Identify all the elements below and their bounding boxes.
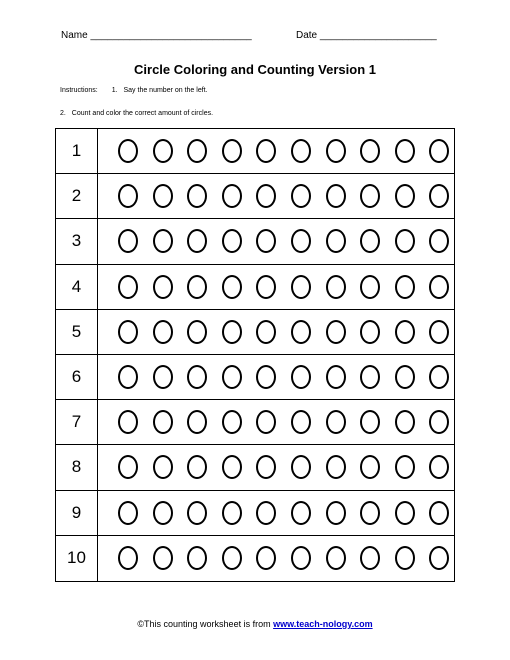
circle-outline[interactable] <box>153 501 173 525</box>
circle-outline[interactable] <box>187 229 207 253</box>
circle-outline[interactable] <box>291 410 311 434</box>
grid-row <box>56 400 454 445</box>
circles-cell <box>98 491 454 535</box>
circles-cell <box>98 355 454 399</box>
circle-outline[interactable] <box>326 365 346 389</box>
step-1-text: Say the number on the left. <box>123 87 208 94</box>
circle-outline[interactable] <box>326 501 346 525</box>
circle-outline[interactable] <box>187 139 207 163</box>
grid-row <box>56 129 454 174</box>
circle-outline[interactable] <box>291 139 311 163</box>
circle-outline[interactable] <box>222 275 242 299</box>
circle-outline[interactable] <box>187 410 207 434</box>
circle-outline[interactable] <box>187 365 207 389</box>
circle-outline[interactable] <box>153 410 173 434</box>
circle-outline[interactable] <box>291 320 311 344</box>
circle-outline[interactable] <box>326 546 346 570</box>
circle-outline[interactable] <box>153 320 173 344</box>
circle-outline[interactable] <box>360 455 380 479</box>
circle-outline[interactable] <box>395 320 415 344</box>
circle-outline[interactable] <box>326 320 346 344</box>
row-number: 4 <box>56 265 98 309</box>
circle-outline[interactable] <box>118 184 138 208</box>
circle-outline[interactable] <box>222 365 242 389</box>
grid-row <box>56 310 454 355</box>
worksheet-title: Circle Coloring and Counting Version 1 <box>134 62 376 77</box>
row-number: 3 <box>56 219 98 263</box>
circles-cell <box>98 174 454 218</box>
footer-link[interactable]: www.teach-nology.com <box>273 619 373 629</box>
circle-outline[interactable] <box>256 501 276 525</box>
circles-cell <box>98 445 454 489</box>
circle-outline[interactable] <box>395 455 415 479</box>
circle-outline[interactable] <box>118 455 138 479</box>
circle-outline[interactable] <box>153 455 173 479</box>
circle-outline[interactable] <box>256 320 276 344</box>
circle-outline[interactable] <box>118 365 138 389</box>
circle-outline[interactable] <box>395 184 415 208</box>
circle-outline[interactable] <box>256 184 276 208</box>
circle-outline[interactable] <box>222 184 242 208</box>
circle-outline[interactable] <box>222 139 242 163</box>
grid-row <box>56 219 454 264</box>
circle-outline[interactable] <box>429 320 449 344</box>
circle-outline[interactable] <box>360 139 380 163</box>
row-number: 9 <box>56 491 98 535</box>
row-number: 1 <box>56 129 98 173</box>
instructions-step-1 <box>60 87 208 94</box>
circle-outline[interactable] <box>395 410 415 434</box>
footer <box>0 619 510 629</box>
circle-outline[interactable] <box>153 229 173 253</box>
circle-outline[interactable] <box>429 501 449 525</box>
circle-outline[interactable] <box>326 275 346 299</box>
circle-outline[interactable] <box>429 546 449 570</box>
circle-outline[interactable] <box>187 320 207 344</box>
circle-outline[interactable] <box>360 320 380 344</box>
circle-outline[interactable] <box>360 546 380 570</box>
circle-outline[interactable] <box>222 546 242 570</box>
step-1-number: 1. <box>111 87 118 94</box>
circle-outline[interactable] <box>291 455 311 479</box>
row-number: 2 <box>56 174 98 218</box>
circle-outline[interactable] <box>291 365 311 389</box>
row-number: 6 <box>56 355 98 399</box>
circle-outline[interactable] <box>360 365 380 389</box>
circle-outline[interactable] <box>395 229 415 253</box>
circle-outline[interactable] <box>326 139 346 163</box>
grid-row <box>56 536 454 581</box>
circle-outline[interactable] <box>256 546 276 570</box>
worksheet-header <box>0 30 510 44</box>
circle-outline[interactable] <box>326 229 346 253</box>
grid-row <box>56 174 454 219</box>
circle-outline[interactable] <box>222 501 242 525</box>
circles-cell <box>98 129 454 173</box>
circle-outline[interactable] <box>360 501 380 525</box>
circle-outline[interactable] <box>153 365 173 389</box>
circle-outline[interactable] <box>291 501 311 525</box>
instructions-label: Instructions: <box>60 87 98 94</box>
circle-outline[interactable] <box>326 410 346 434</box>
step-2-number: 2. <box>60 110 66 117</box>
circle-outline[interactable] <box>256 455 276 479</box>
circle-outline[interactable] <box>360 184 380 208</box>
circle-outline[interactable] <box>187 184 207 208</box>
circle-outline[interactable] <box>360 229 380 253</box>
name-field[interactable]: Name _____________________________ <box>61 30 252 41</box>
circles-cell <box>98 310 454 354</box>
circle-outline[interactable] <box>118 275 138 299</box>
step-2-text: Count and color the correct amount of circles. <box>71 110 214 117</box>
row-number: 8 <box>56 445 98 489</box>
circle-outline[interactable] <box>222 320 242 344</box>
circle-outline[interactable] <box>118 139 138 163</box>
circle-outline[interactable] <box>395 139 415 163</box>
circle-outline[interactable] <box>222 455 242 479</box>
circle-outline[interactable] <box>360 275 380 299</box>
row-number: 5 <box>56 310 98 354</box>
circle-outline[interactable] <box>429 184 449 208</box>
counting-grid <box>55 128 455 582</box>
circle-outline[interactable] <box>256 229 276 253</box>
circle-outline[interactable] <box>395 501 415 525</box>
circle-outline[interactable] <box>429 410 449 434</box>
circle-outline[interactable] <box>256 139 276 163</box>
circles-cell <box>98 400 454 444</box>
circle-outline[interactable] <box>429 139 449 163</box>
circle-outline[interactable] <box>153 139 173 163</box>
circle-outline[interactable] <box>153 546 173 570</box>
grid-row <box>56 355 454 400</box>
circle-outline[interactable] <box>118 320 138 344</box>
circle-outline[interactable] <box>291 229 311 253</box>
circle-outline[interactable] <box>395 275 415 299</box>
circle-outline[interactable] <box>118 229 138 253</box>
instructions-step-2 <box>60 110 213 117</box>
circle-outline[interactable] <box>118 501 138 525</box>
grid-row <box>56 445 454 490</box>
circle-outline[interactable] <box>429 275 449 299</box>
circle-outline[interactable] <box>429 365 449 389</box>
circle-outline[interactable] <box>222 229 242 253</box>
circle-outline[interactable] <box>153 275 173 299</box>
circle-outline[interactable] <box>187 455 207 479</box>
circles-cell <box>98 536 454 581</box>
circle-outline[interactable] <box>222 410 242 434</box>
circle-outline[interactable] <box>291 546 311 570</box>
circle-outline[interactable] <box>153 184 173 208</box>
circle-outline[interactable] <box>118 410 138 434</box>
circle-outline[interactable] <box>256 275 276 299</box>
circles-cell <box>98 219 454 263</box>
row-number: 7 <box>56 400 98 444</box>
circle-outline[interactable] <box>395 546 415 570</box>
grid-row <box>56 491 454 536</box>
footer-text: ©This counting worksheet is from <box>137 619 274 629</box>
circle-outline[interactable] <box>187 275 207 299</box>
circle-outline[interactable] <box>291 184 311 208</box>
date-field[interactable]: Date _____________________ <box>296 30 437 41</box>
circle-outline[interactable] <box>256 410 276 434</box>
circles-cell <box>98 265 454 309</box>
circle-outline[interactable] <box>291 275 311 299</box>
circle-outline[interactable] <box>118 546 138 570</box>
circle-outline[interactable] <box>187 501 207 525</box>
circle-outline[interactable] <box>256 365 276 389</box>
circle-outline[interactable] <box>326 184 346 208</box>
circle-outline[interactable] <box>187 546 207 570</box>
circle-outline[interactable] <box>360 410 380 434</box>
row-number: 10 <box>56 536 98 581</box>
circle-outline[interactable] <box>395 365 415 389</box>
grid-row <box>56 265 454 310</box>
circle-outline[interactable] <box>326 455 346 479</box>
circle-outline[interactable] <box>429 229 449 253</box>
circle-outline[interactable] <box>429 455 449 479</box>
